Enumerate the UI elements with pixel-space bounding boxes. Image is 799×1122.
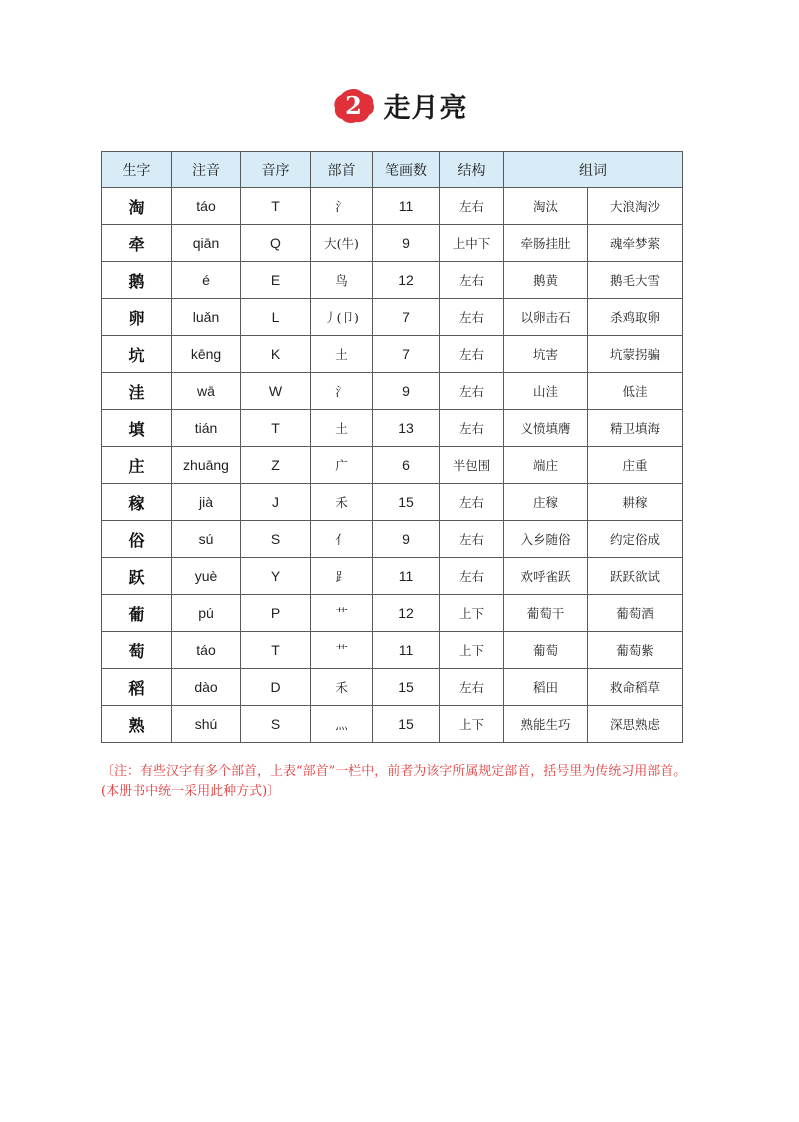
char-cell: 填 (102, 410, 172, 447)
radical-cell: 广 (311, 447, 373, 484)
order-cell: Z (241, 447, 311, 484)
table-body (102, 188, 683, 743)
radical-cell: 艹 (311, 595, 373, 632)
word-cell: 坑蒙拐骗 (588, 336, 683, 373)
word-cell: 葡萄酒 (588, 595, 683, 632)
char-cell: 萄 (102, 632, 172, 669)
structure-cell: 半包围 (440, 447, 504, 484)
word-cell: 耕稼 (588, 484, 683, 521)
header-strokes: 笔画数 (373, 152, 440, 188)
strokes-cell: 12 (373, 262, 440, 299)
word-cell: 鹅毛大雪 (588, 262, 683, 299)
strokes-cell: 9 (373, 521, 440, 558)
radical-cell: 灬 (311, 706, 373, 743)
header-structure: 结构 (440, 152, 504, 188)
table-row (102, 521, 683, 558)
word-cell: 约定俗成 (588, 521, 683, 558)
pinyin-cell: jià (172, 484, 241, 521)
structure-cell: 左右 (440, 336, 504, 373)
header-char: 生字 (102, 152, 172, 188)
pinyin-cell: kēng (172, 336, 241, 373)
char-cell: 卵 (102, 299, 172, 336)
strokes-cell: 11 (373, 188, 440, 225)
radical-cell: 禾 (311, 484, 373, 521)
strokes-cell: 11 (373, 632, 440, 669)
header-pinyin: 注音 (172, 152, 241, 188)
word-cell: 义愤填膺 (504, 410, 588, 447)
word-cell: 精卫填海 (588, 410, 683, 447)
word-cell: 淘汰 (504, 188, 588, 225)
radical-cell: 土 (311, 336, 373, 373)
word-cell: 稻田 (504, 669, 588, 706)
table-row (102, 410, 683, 447)
strokes-cell: 7 (373, 336, 440, 373)
structure-cell: 上中下 (440, 225, 504, 262)
strokes-cell: 9 (373, 373, 440, 410)
radical-cell: ⻊ (311, 558, 373, 595)
word-cell: 葡萄 (504, 632, 588, 669)
word-cell: 入乡随俗 (504, 521, 588, 558)
pinyin-cell: dào (172, 669, 241, 706)
radical-cell: 艹 (311, 632, 373, 669)
char-cell: 洼 (102, 373, 172, 410)
word-cell: 葡萄干 (504, 595, 588, 632)
table-row (102, 188, 683, 225)
strokes-cell: 15 (373, 669, 440, 706)
pinyin-cell: sú (172, 521, 241, 558)
structure-cell: 上下 (440, 595, 504, 632)
order-cell: D (241, 669, 311, 706)
char-cell: 稻 (102, 669, 172, 706)
table-row (102, 373, 683, 410)
structure-cell: 左右 (440, 484, 504, 521)
footnote: 〔注：有些汉字有多个部首，上表“部首”一栏中，前者为该字所属规定部首，括号里为传统习用部首。(本册书中统一采用此种方式)〕 (101, 764, 687, 799)
table-row (102, 225, 683, 262)
pinyin-cell: wā (172, 373, 241, 410)
structure-cell: 左右 (440, 262, 504, 299)
char-cell: 鹅 (102, 262, 172, 299)
order-cell: P (241, 595, 311, 632)
word-cell: 深思熟虑 (588, 706, 683, 743)
order-cell: L (241, 299, 311, 336)
pinyin-cell: táo (172, 632, 241, 669)
strokes-cell: 13 (373, 410, 440, 447)
structure-cell: 上下 (440, 632, 504, 669)
char-cell: 俗 (102, 521, 172, 558)
word-cell: 庄稼 (504, 484, 588, 521)
pinyin-cell: shú (172, 706, 241, 743)
structure-cell: 左右 (440, 373, 504, 410)
order-cell: E (241, 262, 311, 299)
table-row (102, 595, 683, 632)
char-cell: 葡 (102, 595, 172, 632)
order-cell: T (241, 410, 311, 447)
word-cell: 低洼 (588, 373, 683, 410)
radical-cell: 氵 (311, 188, 373, 225)
order-cell: S (241, 706, 311, 743)
word-cell: 庄重 (588, 447, 683, 484)
radical-cell: 氵 (311, 373, 373, 410)
pinyin-cell: zhuāng (172, 447, 241, 484)
header-words: 组词 (504, 152, 683, 188)
radical-cell: 鸟 (311, 262, 373, 299)
strokes-cell: 11 (373, 558, 440, 595)
table-row (102, 558, 683, 595)
structure-cell: 左右 (440, 299, 504, 336)
order-cell: J (241, 484, 311, 521)
lesson-title (0, 86, 799, 125)
strokes-cell: 15 (373, 706, 440, 743)
structure-cell: 左右 (440, 521, 504, 558)
order-cell: S (241, 521, 311, 558)
pinyin-cell: táo (172, 188, 241, 225)
table-row (102, 262, 683, 299)
word-cell: 欢呼雀跃 (504, 558, 588, 595)
structure-cell: 左右 (440, 188, 504, 225)
pinyin-cell: tián (172, 410, 241, 447)
order-cell: Y (241, 558, 311, 595)
radical-cell: 禾 (311, 669, 373, 706)
pinyin-cell: luǎn (172, 299, 241, 336)
char-cell: 熟 (102, 706, 172, 743)
word-cell: 杀鸡取卵 (588, 299, 683, 336)
char-cell: 坑 (102, 336, 172, 373)
structure-cell: 上下 (440, 706, 504, 743)
table-row (102, 632, 683, 669)
structure-cell: 左右 (440, 410, 504, 447)
strokes-cell: 12 (373, 595, 440, 632)
word-cell: 魂牵梦萦 (588, 225, 683, 262)
header-order: 音序 (241, 152, 311, 188)
order-cell: T (241, 632, 311, 669)
structure-cell: 左右 (440, 669, 504, 706)
table-row (102, 336, 683, 373)
word-cell: 鹅黄 (504, 262, 588, 299)
word-cell: 山洼 (504, 373, 588, 410)
radical-cell: 丿(卩) (311, 299, 373, 336)
structure-cell: 左右 (440, 558, 504, 595)
order-cell: W (241, 373, 311, 410)
radical-cell: 亻 (311, 521, 373, 558)
strokes-cell: 15 (373, 484, 440, 521)
word-cell: 坑害 (504, 336, 588, 373)
char-cell: 庄 (102, 447, 172, 484)
table-header-row (102, 152, 683, 188)
word-cell: 牵肠挂肚 (504, 225, 588, 262)
lesson-number: 2 (345, 90, 362, 120)
strokes-cell: 7 (373, 299, 440, 336)
word-cell: 端庄 (504, 447, 588, 484)
word-cell: 救命稻草 (588, 669, 683, 706)
word-cell: 大浪淘沙 (588, 188, 683, 225)
char-cell: 牵 (102, 225, 172, 262)
order-cell: Q (241, 225, 311, 262)
table-row (102, 447, 683, 484)
radical-cell: 土 (311, 410, 373, 447)
word-cell: 跃跃欲试 (588, 558, 683, 595)
lesson-title-text: 走月亮 (383, 93, 468, 124)
table-row (102, 299, 683, 336)
char-cell: 淘 (102, 188, 172, 225)
lesson-number-badge (332, 87, 376, 125)
char-cell: 稼 (102, 484, 172, 521)
pinyin-cell: qiān (172, 225, 241, 262)
table-row (102, 669, 683, 706)
order-cell: K (241, 336, 311, 373)
pinyin-cell: é (172, 262, 241, 299)
table-row (102, 706, 683, 743)
pinyin-cell: pú (172, 595, 241, 632)
strokes-cell: 9 (373, 225, 440, 262)
table-row (102, 484, 683, 521)
pinyin-cell: yuè (172, 558, 241, 595)
order-cell: T (241, 188, 311, 225)
word-cell: 熟能生巧 (504, 706, 588, 743)
radical-cell: 大(牛) (311, 225, 373, 262)
header-radical: 部首 (311, 152, 373, 188)
character-table (101, 151, 683, 743)
char-cell: 跃 (102, 558, 172, 595)
word-cell: 葡萄紫 (588, 632, 683, 669)
strokes-cell: 6 (373, 447, 440, 484)
word-cell: 以卵击石 (504, 299, 588, 336)
